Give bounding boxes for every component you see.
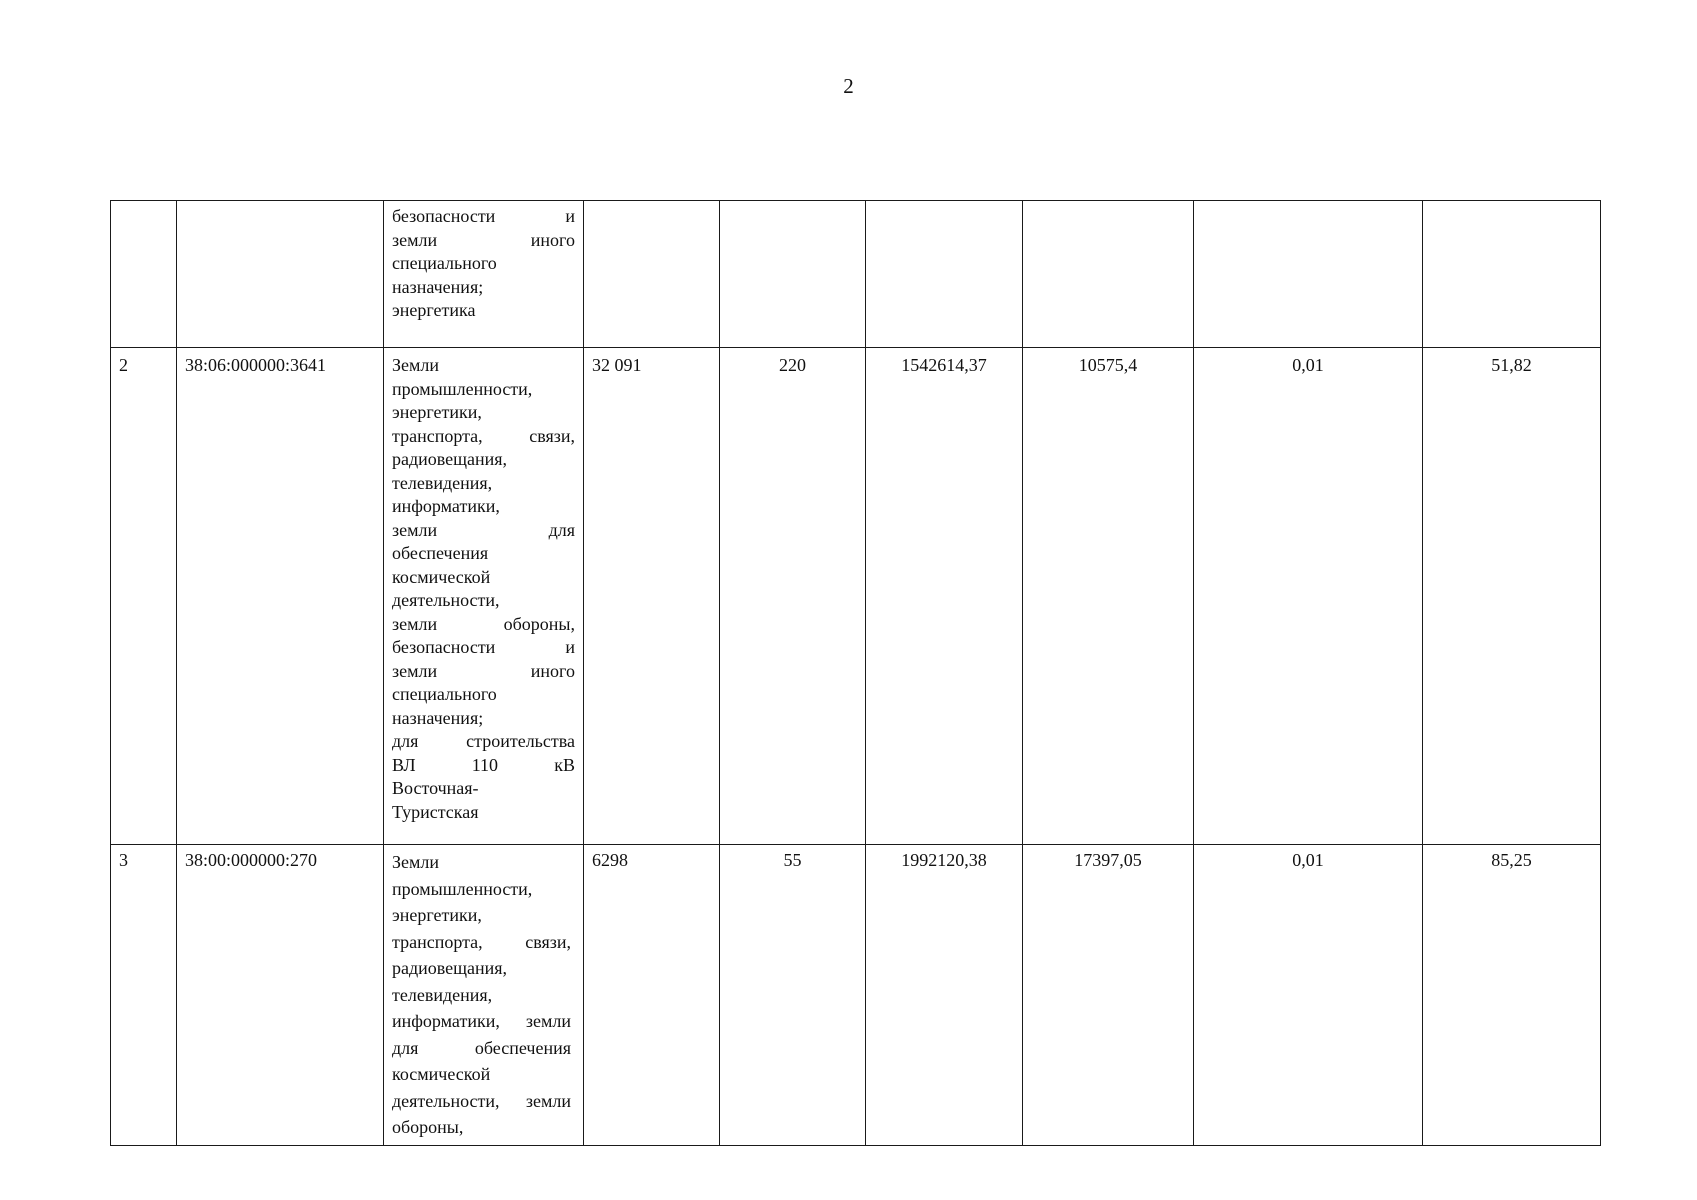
land-category-line: радиовещания, (392, 958, 508, 978)
value-6-cell: 51,82 (1423, 348, 1601, 845)
table-row (111, 201, 1601, 348)
value-2-cell: 220 (720, 348, 866, 845)
land-category-line: для строительства (392, 731, 575, 751)
land-category-line: транспорта, связи, (392, 931, 571, 952)
land-category-line: для обеспечения (392, 1037, 571, 1058)
value-4-cell: 17397,05 (1023, 845, 1194, 1146)
table-body (111, 201, 1601, 1146)
land-category-line: энергетика (392, 300, 476, 320)
row-number-cell: 2 (111, 348, 177, 845)
page-number: 2 (843, 74, 854, 98)
value-4-cell: 10575,4 (1023, 348, 1194, 845)
value-6-cell: 85,25 (1423, 845, 1601, 1146)
rate-cell: 0,01 (1194, 348, 1423, 845)
land-category-line: телевидения, (392, 472, 493, 493)
land-category-line: информатики, (392, 496, 500, 516)
land-category-line: специального (392, 684, 497, 704)
land-category-line: Туристская (392, 801, 479, 822)
land-category-line: земли для (392, 519, 575, 540)
value-3-cell (866, 201, 1023, 348)
land-category-line: космической (392, 1064, 491, 1084)
table-row (111, 348, 1601, 845)
land-category-line: обороны, (392, 1117, 464, 1137)
row-number-cell: 3 (111, 845, 177, 1146)
land-category-line: транспорта, связи, (392, 425, 575, 446)
land-category-line: безопасности и (392, 637, 575, 657)
land-category-line: ВЛ 110 кВ (392, 754, 575, 775)
rate-cell (1194, 201, 1423, 348)
value-6-cell (1423, 201, 1601, 348)
land-category-line: деятельности, (392, 590, 500, 610)
land-category-line: специального (392, 253, 497, 273)
land-category-line: Восточная- (392, 778, 479, 798)
land-category-line: космической (392, 566, 491, 587)
land-plots-table (110, 200, 1601, 1146)
land-category-line: деятельности, земли (392, 1090, 571, 1111)
land-category-line: энергетики, (392, 905, 482, 925)
land-category-line: телевидения, (392, 984, 493, 1005)
land-category-cell (384, 845, 584, 1146)
value-2-cell: 55 (720, 845, 866, 1146)
table-row (111, 845, 1601, 1146)
land-category-line: обеспечения (392, 543, 489, 563)
land-category-line: земли иного (392, 229, 575, 250)
area-cell (584, 201, 720, 348)
land-category-line: радиовещания, (392, 449, 508, 469)
cadastral-number-cell (177, 201, 384, 348)
land-category-line: назначения; (392, 276, 484, 297)
area-cell: 32 091 (584, 348, 720, 845)
value-4-cell (1023, 201, 1194, 348)
land-category-line: назначения; (392, 707, 484, 728)
rate-cell: 0,01 (1194, 845, 1423, 1146)
land-category-line: Земли (392, 852, 440, 872)
value-3-cell: 1542614,37 (866, 348, 1023, 845)
value-2-cell (720, 201, 866, 348)
cadastral-number-cell: 38:06:000000:3641 (177, 348, 384, 845)
land-category-line: земли обороны, (392, 613, 575, 634)
row-number-cell (111, 201, 177, 348)
land-category-line: земли иного (392, 660, 575, 681)
land-category-line: безопасности и (392, 206, 575, 226)
land-category-line: информатики, земли (392, 1011, 571, 1031)
land-category-line: Земли (392, 355, 440, 375)
cadastral-number-cell: 38:00:000000:270 (177, 845, 384, 1146)
land-category-cell (384, 201, 584, 348)
land-category-line: промышленности, (392, 878, 533, 899)
value-3-cell: 1992120,38 (866, 845, 1023, 1146)
land-category-cell (384, 348, 584, 845)
land-category-line: энергетики, (392, 402, 482, 422)
area-cell: 6298 (584, 845, 720, 1146)
land-category-line: промышленности, (392, 378, 533, 399)
